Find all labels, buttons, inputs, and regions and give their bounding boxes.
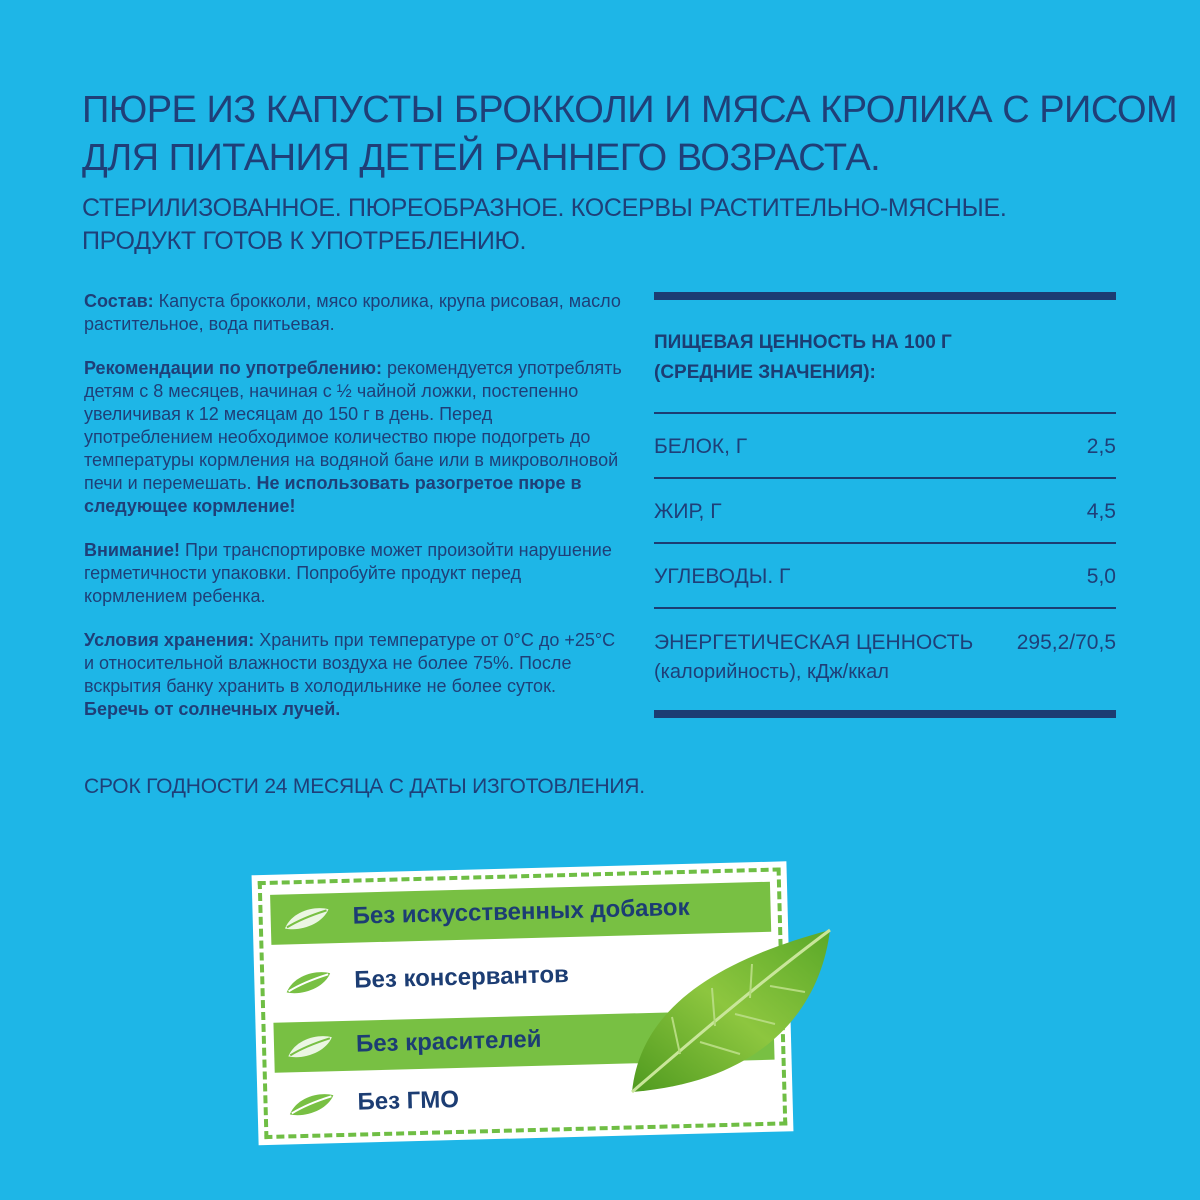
storage-label: Условия хранения:	[84, 630, 255, 650]
attention-text: При транспортировке может произойти нарушение герметичности упаковки. Попробуйте продукт перед кормлением ребенка.	[84, 540, 612, 606]
leaf-decoration	[620, 922, 850, 1112]
nutrition-divider	[654, 542, 1116, 544]
recommendations-warning: Не использовать разогретое пюре в следующее кормление!	[84, 473, 582, 516]
product-title	[82, 86, 1178, 182]
expiry-text: СРОК ГОДНОСТИ 24 МЕСЯЦА С ДАТЫ ИЗГОТОВЛЕНИЯ.	[84, 775, 645, 798]
recommendations-text: рекомендуется употреблять детям с 8 месяцев, начиная с ½ чайной ложки, постепенно увеличивая к 12 месяцам до 150 г в день. Перед употреблением необходимое количество пюре подогреть до температуры кормления на водяной бане или в микроволновой печи и перемешать.	[84, 358, 622, 493]
product-subtitle	[82, 192, 1082, 258]
leaf-icon	[286, 1033, 335, 1060]
product-title-line2: ДЛЯ ПИТАНИЯ ДЕТЕЙ РАННЕГО ВОЗРАСТА.	[82, 137, 881, 179]
nutrition-label: УГЛЕВОДЫ. Г	[654, 565, 791, 588]
product-subtitle-line2: ПРОДУКТ ГОТОВ К УПОТРЕБЛЕНИЮ.	[82, 227, 527, 255]
composition-paragraph	[84, 290, 624, 336]
composition-label: Состав:	[84, 291, 154, 311]
nutrition-header-line2: (СРЕДНИЕ ЗНАЧЕНИЯ):	[654, 362, 876, 383]
nutrition-header	[654, 328, 1116, 388]
product-subtitle-line1: СТЕРИЛИЗОВАННОЕ. ПЮРЕОБРАЗНОЕ. КОСЕРВЫ РАСТИТЕЛЬНО-МЯСНЫЕ.	[82, 194, 1007, 222]
nutrition-label: ЖИР, Г	[654, 500, 722, 523]
storage-warning: Беречь от солнечных лучей.	[84, 699, 341, 719]
nutrition-table	[654, 292, 1116, 720]
recommendations-label: Рекомендации по употреблению:	[84, 358, 382, 378]
nutrition-label: ЭНЕРГЕТИЧЕСКАЯ ЦЕННОСТЬ	[654, 631, 974, 654]
description-column	[84, 290, 624, 742]
nutrition-value: 4,5	[1086, 500, 1116, 523]
attention-paragraph	[84, 539, 624, 608]
nutrition-header-line1: ПИЩЕВАЯ ЦЕННОСТЬ НА 100 Г	[654, 332, 952, 353]
nutrition-divider	[654, 607, 1116, 609]
product-title-line1: ПЮРЕ ИЗ КАПУСТЫ БРОККОЛИ И МЯСА КРОЛИКА С РИСОМ	[82, 89, 1178, 131]
nutrition-top-rule	[654, 292, 1116, 300]
nutrition-label: БЕЛОК, Г	[654, 435, 748, 458]
leaf-icon	[282, 905, 331, 932]
nutrition-value: 2,5	[1086, 435, 1116, 458]
recommendations-paragraph	[84, 357, 624, 518]
storage-paragraph	[84, 629, 624, 721]
nutrition-value: 5,0	[1086, 565, 1116, 588]
leaf-icon	[287, 1091, 336, 1118]
nutrition-divider	[654, 412, 1116, 414]
nutrition-label-sub: (калорийность), кДж/ккал	[654, 661, 889, 683]
badge-text: Без консервантов	[353, 961, 570, 994]
nutrition-value: 295,2/70,5	[1016, 631, 1116, 654]
badge-text: Без красителей	[355, 1025, 542, 1058]
attention-label: Внимание!	[84, 540, 180, 560]
badge-text: Без ГМО	[357, 1085, 460, 1116]
storage-text: Хранить при температуре от 0°C до +25°C и относительной влажности воздуха не более 75%. После вскрытия банку хранить в холодильнике не более суток.	[84, 630, 616, 696]
composition-text: Капуста брокколи, мясо кролика, крупа рисовая, масло растительное, вода питьевая.	[84, 291, 621, 334]
nutrition-bottom-rule	[654, 710, 1116, 718]
badge-text: Без искусственных добавок	[352, 893, 690, 930]
leaf-icon	[284, 969, 333, 996]
nutrition-divider	[654, 477, 1116, 479]
